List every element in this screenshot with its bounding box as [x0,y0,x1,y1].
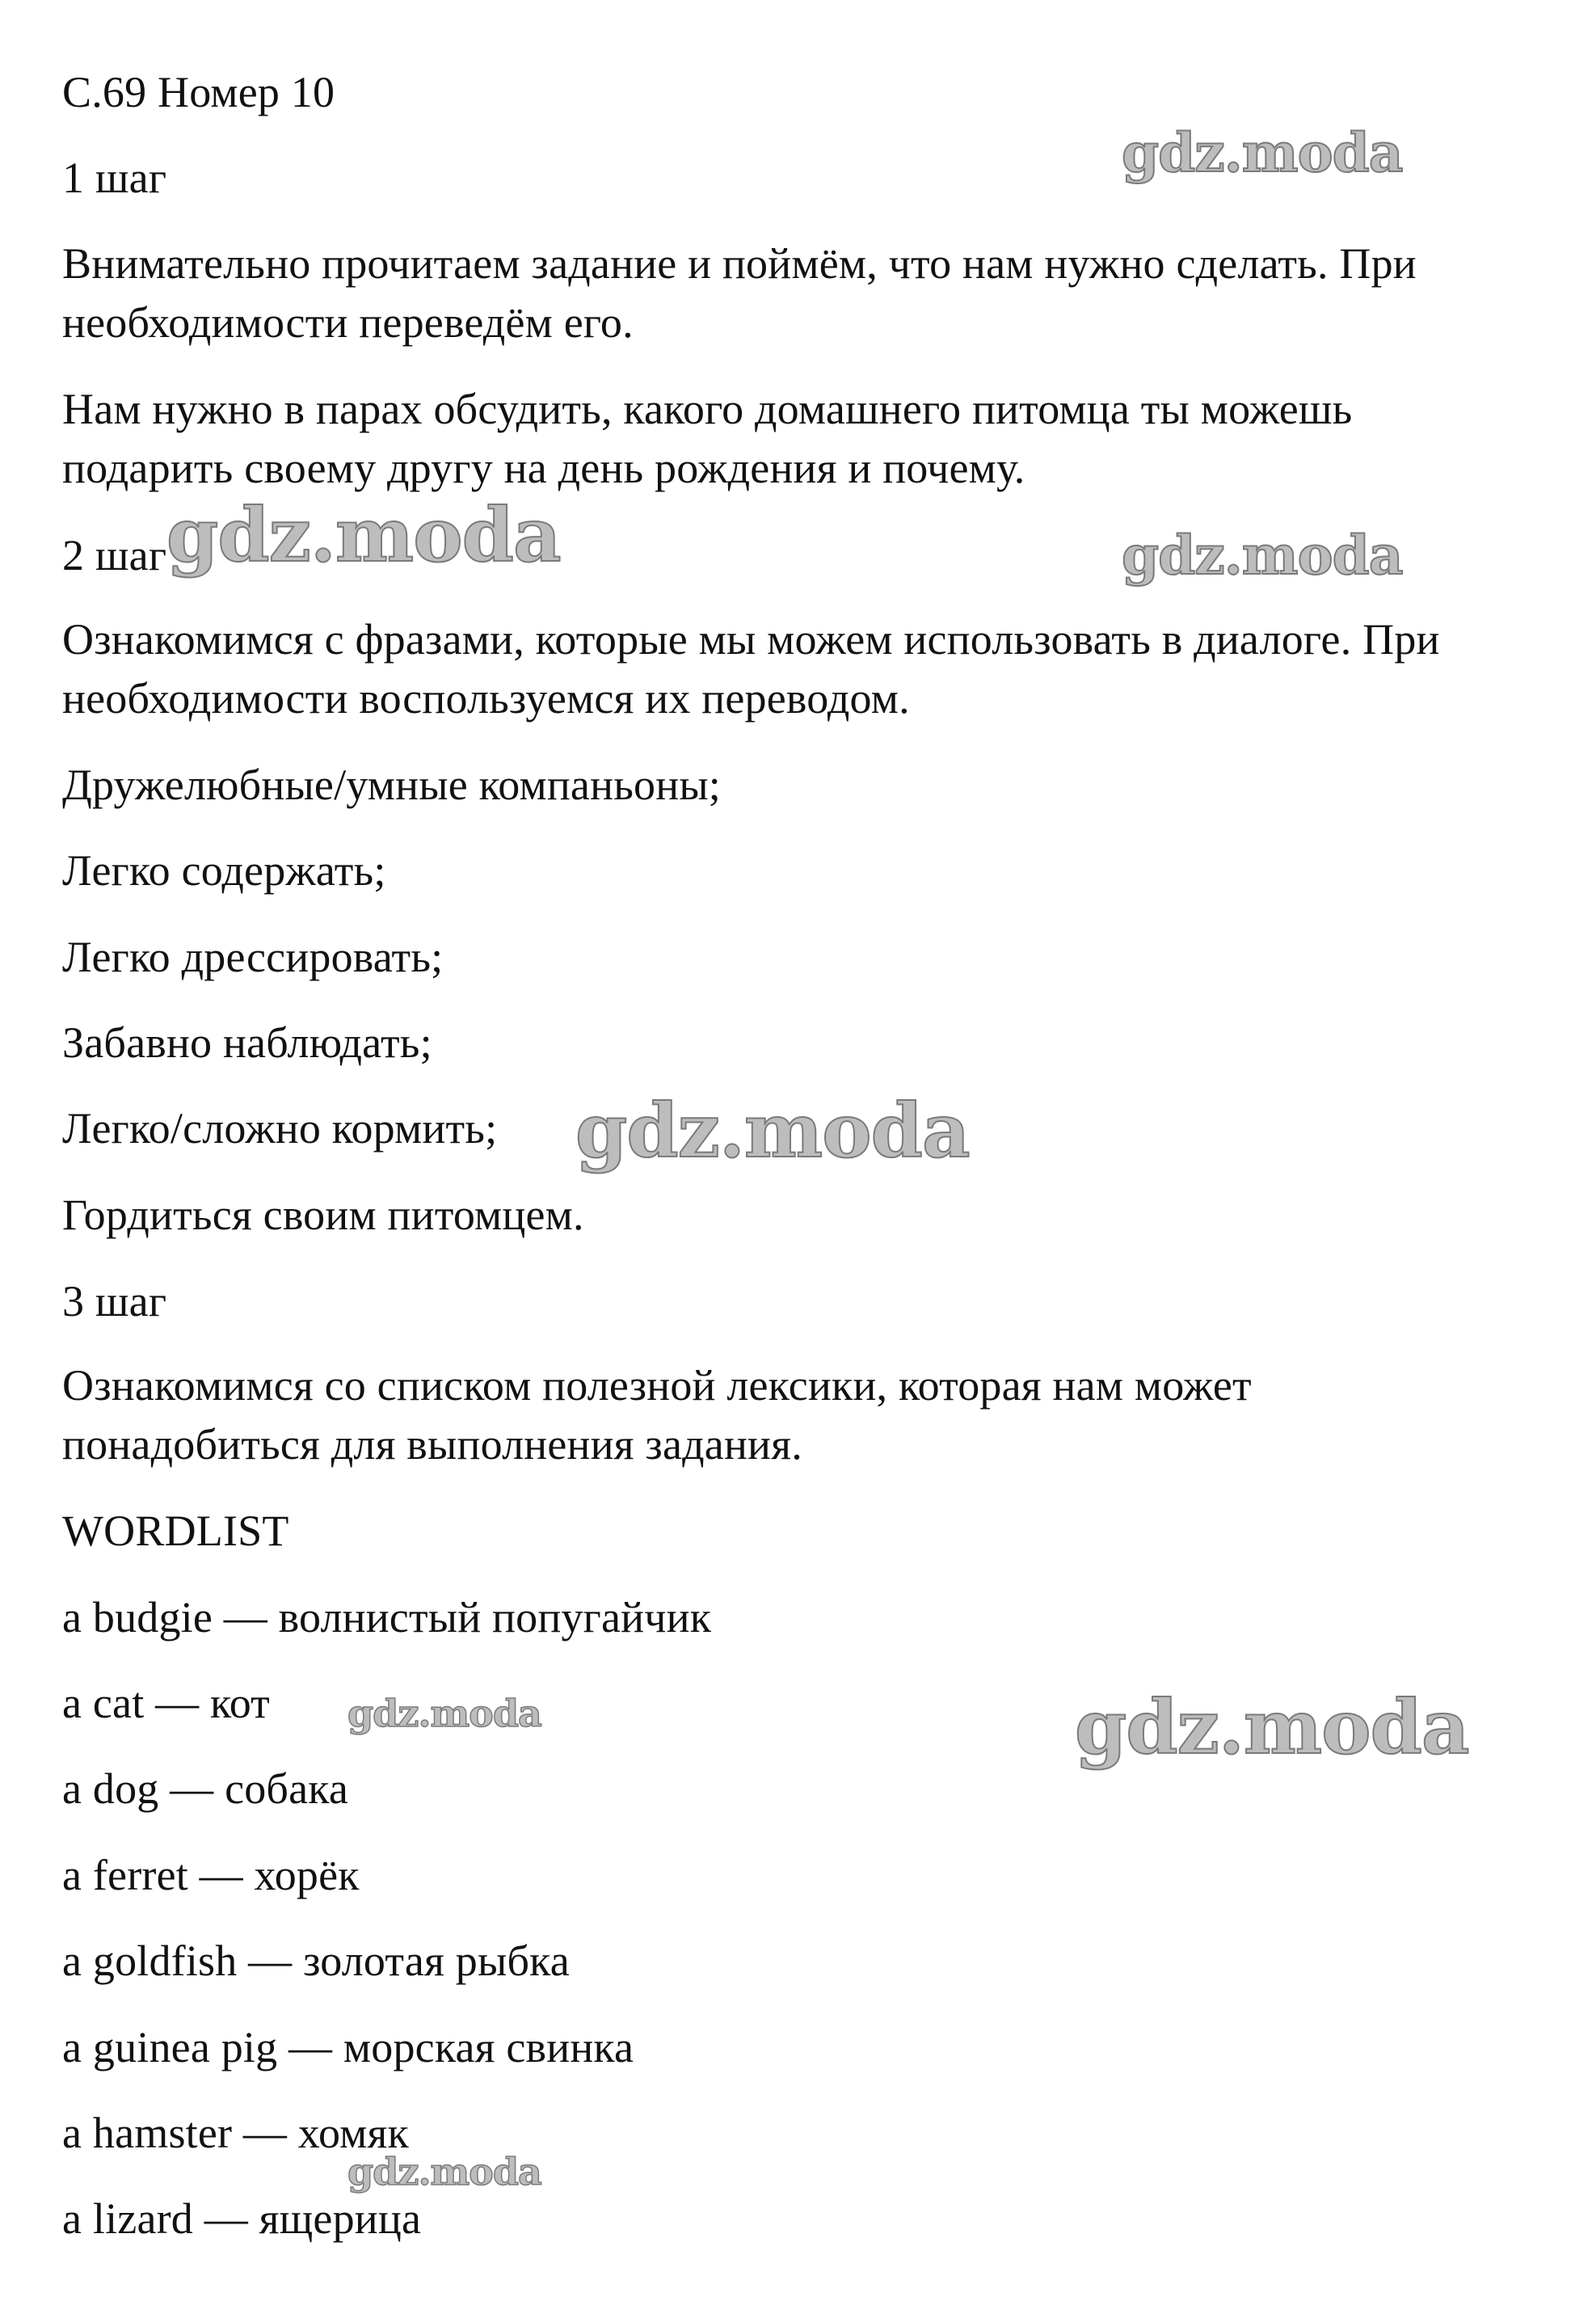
watermark: gdz.moda [347,2150,541,2194]
wordlist-item: a cat — кот [62,1679,270,1727]
wordlist-item: a ferret — хорёк [62,1851,360,1899]
phrase-item: Гордиться своим питомцем. [62,1191,584,1239]
step1-title: 1 шаг [62,154,167,202]
wordlist-title: WORDLIST [62,1507,289,1555]
step3-paragraph-1 [62,1356,1541,1474]
phrase-item: Легко дрессировать; [62,933,444,981]
wordlist-item: a dog — собака [62,1764,349,1813]
step3-title: 3 шаг [62,1277,167,1326]
watermark: gdz.moda [166,491,561,579]
phrase-item: Легко содержать; [62,846,386,895]
text-line: Внимательно прочитаем задание и поймём, что нам нужно сделать. При [62,239,1417,288]
watermark: gdz.moda [347,1692,541,1735]
wordlist-item: a hamster — хомяк [62,2109,409,2157]
text-line: Ознакомимся со списком полезной лексики, которая нам может [62,1361,1252,1410]
watermark: gdz.moda [1075,1684,1469,1771]
text-line: понадобиться для выполнения задания. [62,1420,802,1469]
step1-paragraph-2 [62,380,1541,498]
text-line: необходимости воспользуемся их переводом. [62,674,910,723]
wordlist-item: a goldfish — золотая рыбка [62,1937,570,1985]
text-line: необходимости переведём его. [62,298,634,347]
step2-paragraph-1 [62,610,1541,728]
page-header: С.69 Номер 10 [62,68,335,116]
text-line: Ознакомимся с фразами, которые мы можем использовать в диалоге. При [62,615,1440,664]
wordlist-item: a lizard — ящерица [62,2194,422,2243]
phrase-item: Легко/сложно кормить; [62,1104,498,1153]
watermark: gdz.moda [1122,524,1403,587]
phrase-item: Забавно наблюдать; [62,1018,432,1067]
wordlist-item: a guinea pig — морская свинка [62,2023,634,2072]
watermark: gdz.moda [575,1087,970,1174]
step1-paragraph-1 [62,234,1541,352]
phrase-item: Дружелюбные/умные компаньоны; [62,761,722,809]
text-line: Нам нужно в парах обсудить, какого домашнего питомца ты можешь [62,385,1353,433]
wordlist-item: a budgie — волнистый попугайчик [62,1593,712,1642]
step2-title: 2 шаг [62,531,167,580]
watermark: gdz.moda [1122,121,1403,184]
text-line: подарить своему другу на день рождения и почему. [62,444,1025,492]
